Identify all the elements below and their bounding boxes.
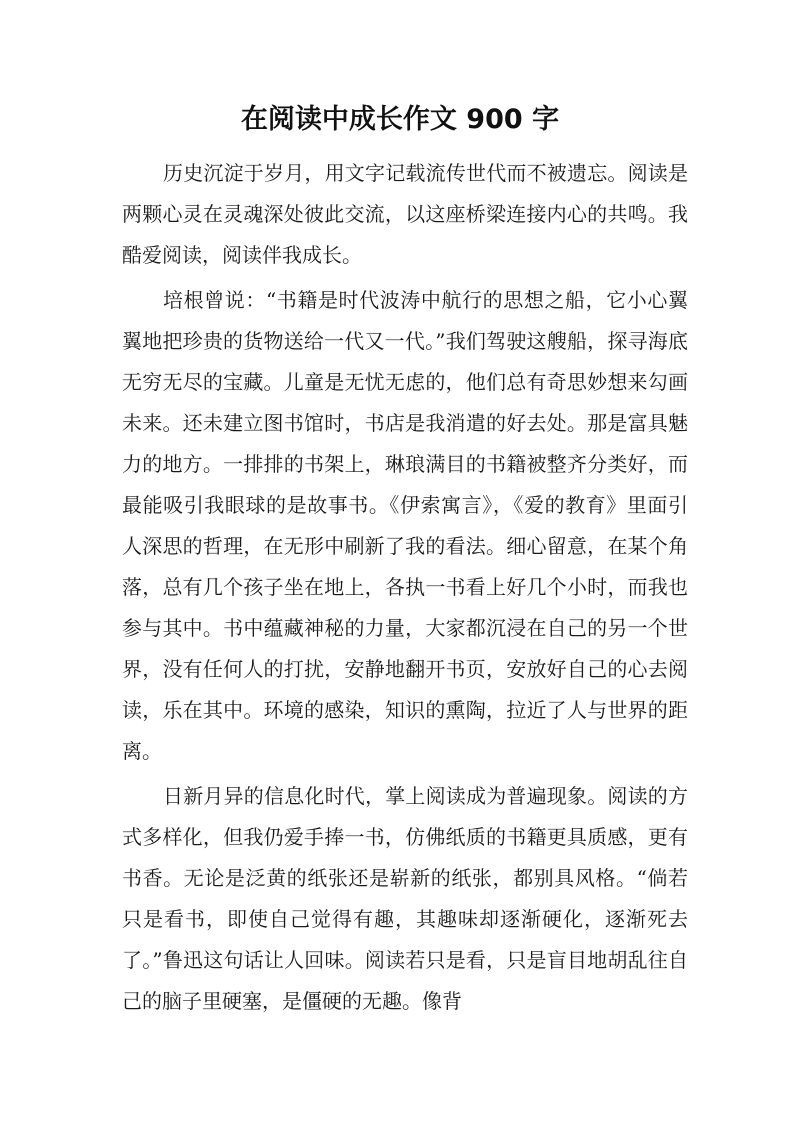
document-title: 在阅读中成长作文 900 字 [240,104,560,135]
paragraph: 历史沉淀于岁月，用文字记载流传世代而不被遗忘。阅读是两颗心灵在灵魂深处彼此交流，以这座桥梁连接内心的共鸣。我酷爱阅读，阅读伴我成长。 [122,161,688,267]
paragraph: 培根曾说：“书籍是时代波涛中航行的思想之船，它小心翼翼地把珍贵的货物送给一代又一代。”我们驾驶这艘船，探寻海底无穷无尽的宝藏。儿童是无忧无虑的，他们总有奇思妙想来勾画未来。还未建立图书馆时，书店是我消遣的好去处。那是富具魅力的地方。一排排的书架上，琳琅满目的书籍被整齐分类好，而最能吸引我眼球的是故事书。《伊索寓言》，《爱的教育》里面引人深思的哲理，在无形中刷新了我的看法。细心留意，在某个角落，总有几个孩子坐在地上，各执一书看上好几个小时，而我也参与其中。书中蕴藏神秘的力量，大家都沉浸在自己的另一个世界，没有任何人的打扰，安静地翻开书页，安放好自己的心去阅读，乐在其中。环境的感染，知识的熏陶，拉近了人与世界的距离。 [122,288,688,763]
document-body [122,153,688,1026]
paragraph: 日新月异的信息化时代，掌上阅读成为普遍现象。阅读的方式多样化，但我仍爱手捧一书，仿佛纸质的书籍更具质感，更有书香。无论是泛黄的纸张还是崭新的纸张，都别具风格。“倘若只是看书，即使自己觉得有趣，其趣味却逐渐硬化，逐渐死去了。”鲁迅这句话让人回味。阅读若只是看，只是盲目地胡乱往自己的脑子里硬塞，是僵硬的无趣。像背 [122,784,688,1013]
